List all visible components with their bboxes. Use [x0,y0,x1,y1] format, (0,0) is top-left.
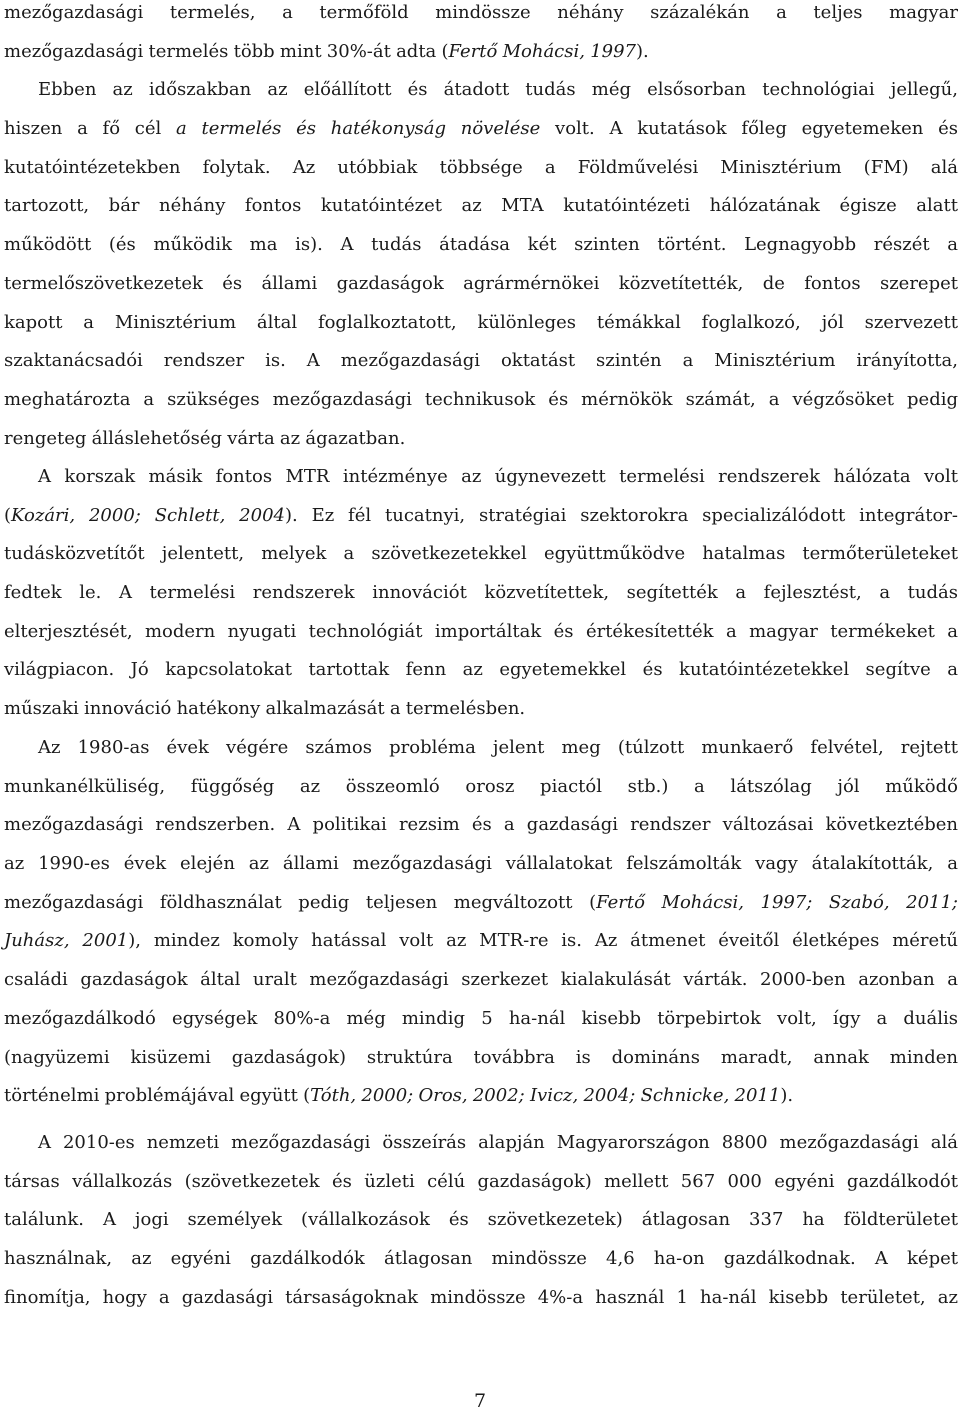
text-line: Ebben az időszakban az előállított és átadott tudás még elsősorban technológiai jellegű, [38,79,958,101]
text-line: A 2010-es nemzeti mezőgazdasági összeírás alapján Magyarországon 8800 mezőgazdasági alá [38,1132,958,1153]
text-line: tartozott, bár néhány fontos kutatóintézet az MTA kutatóintézeti hálózatának égisze alatt [4,195,958,217]
text-line: kutatóintézetekben folytak. Az utóbbiak többsége a Földművelési Minisztérium (FM) alá [4,156,958,178]
text-line: használnak, az egyéni gazdálkodók átlagosan mindössze 4,6 ha-on gazdálkodnak. A képet [4,1248,958,1270]
text-segment: ). [636,40,649,62]
citation: Fertő Mohácsi, 1997; Szabó, 2011; [596,891,959,913]
text-line: Az 1980-as évek végére számos probléma jelent meg (túlzott munkaerő felvétel, rejtett [38,737,958,758]
text-line-with-citation [4,497,958,536]
text-line: világpiacon. Jó kapcsolatokat tartottak fenn az egyetemekkel és kutatóintézetekkel segítve a [4,659,958,681]
text-line: fedtek le. A termelési rendszerek innovációt közvetítettek, segítették a fejlesztést, a tudás [4,582,958,604]
text-line: kapott a Minisztérium által foglalkoztatott, különleges témákkal foglalkozó, jól szervezett [4,311,958,333]
text-segment: történelmi problémájával együtt ( [4,1085,311,1107]
citation: Fertő Mohácsi, 1997 [448,40,637,62]
emphasis: a termelés és hatékonyság növelése [176,118,541,140]
text-line: mezőgazdasági termelés, a termőföld mindössze néhány százalékán a teljes magyar [4,2,958,23]
text-line: A korszak másik fontos MTR intézménye az úgynevezett termelési rendszerek hálózata volt [38,466,958,487]
text-line: meghatározta a szükséges mezőgazdasági technikusok és mérnökök számát, a végzősöket pedig [4,388,958,410]
text-line: az 1990-es évek elején az állami mezőgazdasági vállalatokat felszámolták vagy átalakították, a [4,853,958,875]
text-line: munkanélküliség, függőség az összeomló orosz piactól stb.) a látszólag jól működő [4,775,958,797]
paragraph-3 [4,729,958,1116]
text-line: mezőgazdálkodó egységek 80%-a még mindig 5 ha-nál kisebb törpebirtok volt, így a duális [4,1007,958,1029]
text-line: mezőgazdasági rendszerben. A politikai rezsim és a gazdasági rendszer változásai következtében [4,814,958,836]
text-line: rengeteg álláslehetőség várta az ágazatban. [4,427,406,449]
text-segment: volt. A kutatások főleg egyetemeken és [540,118,958,140]
text-line: társas vállalkozás (szövetkezetek és üzleti célú gazdaságok) mellett 567 000 egyéni gazdálkodót [4,1170,958,1192]
citation: Juhász, 2001 [4,930,129,952]
text-segment: hiszen a fő cél [4,118,177,140]
text-line: finomítja, hogy a gazdasági társaságoknak mindössze 4%-a használ 1 ha-nál kisebb területet, az [4,1286,958,1308]
text-segment: ), mindez komoly hatással volt az MTR-re is. Az átmenet éveitől életképes méretű [128,930,958,952]
text-line: működött (és működik ma is). A tudás átadása két szinten történt. Legnagyobb részét a [4,234,958,256]
citation: Kozári, 2000; Schlett, 2004 [11,504,285,526]
text-line: elterjesztését, modern nyugati technológiát importáltak és értékesítették a magyar termékeket a [4,620,958,642]
text-segment: mezőgazdasági földhasználat pedig teljesen megváltozott ( [4,891,597,913]
paragraph-2 [4,458,958,729]
text-segment: ( [4,504,12,526]
citation: Tóth, 2000; Oros, 2002; Ivicz, 2004; Schnicke, 2011 [310,1085,781,1107]
text-line: családi gazdaságok által uralt mezőgazdasági szerkezet kialakulását várták. 2000-ben azonban a [4,969,958,991]
paragraph-1 [4,0,958,458]
text-line-with-citation [4,33,958,72]
text-line: műszaki innováció hatékony alkalmazását a termelésben. [4,698,526,720]
paragraph-4 [4,1124,958,1317]
text-line-with-emphasis [4,110,958,149]
text-line: szaktanácsadói rendszer is. A mezőgazdasági oktatást szintén a Minisztérium irányította, [4,350,958,372]
text-line-with-citation [4,1077,958,1116]
text-line-with-citation [4,922,958,961]
text-segment: mezőgazdasági termelés több mint 30%-át adta ( [4,40,449,62]
page-number: 7 [473,1390,487,1412]
text-segment: ). Ez fél tucatnyi, stratégiai szektorokra specializálódott integrátor- [284,504,958,526]
text-line: (nagyüzemi kisüzemi gazdaságok) struktúra továbbra is domináns maradt, annak minden [4,1046,958,1068]
text-line: találunk. A jogi személyek (vállalkozások és szövetkezetek) átlagosan 337 ha földterületet [4,1209,958,1231]
text-line-with-citation [4,884,958,923]
text-line: termelőszövetkezetek és állami gazdaságok agrármérnökei közvetítették, de fontos szerepet [4,272,958,294]
text-segment: ). [780,1085,794,1107]
text-line: tudásközvetítőt jelentett, melyek a szövetkezetekkel együttműködve hatalmas termőterületeket [4,543,958,565]
